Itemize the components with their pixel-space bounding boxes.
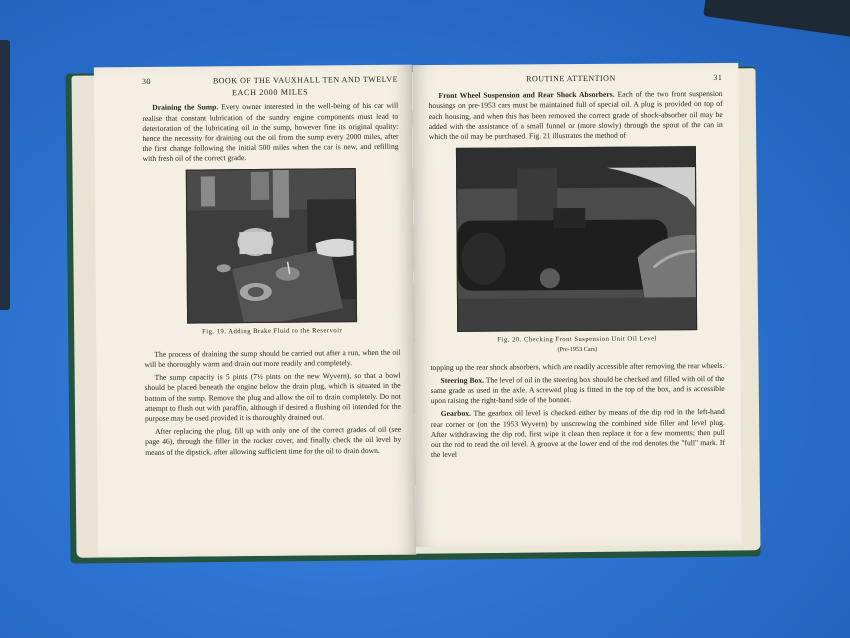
paragraph-replacing-plug: After replacing the plug, fill up with only one of the correct grades of oil (see page 46), through the filler in the rocker cover, and finally check the oil level by means of the dipstick, after allowing sufficient time for the oil to drain down. (145, 424, 402, 457)
right-figure-caption-subtitle: (Pre-1953 Cars) (557, 346, 598, 354)
paragraph-heading: Draining the Sump. (152, 102, 219, 113)
left-page (94, 65, 416, 558)
right-page-number: 31 (713, 72, 723, 83)
paragraph-steering-box (430, 374, 724, 407)
left-running-head (142, 75, 398, 87)
left-figure-caption: Fig. 19. Adding Brake Fluid to the Reservoir (202, 326, 343, 336)
paragraph-gearbox (431, 407, 725, 460)
section-title: EACH 2000 MILES (231, 87, 309, 98)
left-running-head-text: BOOK OF THE VAUXHALL TEN AND TWELVE (212, 74, 399, 86)
right-running-head-text: ROUTINE ATTENTION (526, 73, 616, 84)
right-running-head (428, 73, 722, 85)
photo-front-suspension-unit (456, 146, 697, 332)
paragraph-process: The process of draining the sump should be carried out after a run, when the oil will be thoroughly warm and drain out more readily and completely. (144, 347, 401, 369)
paragraph-text: Every owner interested in the well-being of his car will realise that constant lubrication of the sundry engine components must lead to deterioration of the lubricating oil in the sump, however fine its original quality: hence the necessity for draining out the oil from the sump every 2000 miles, after the first change following the initial 500 miles when the car is new, and refilling with fresh oil of the correct grade. (142, 101, 399, 164)
paragraph-text: The gearbox oil level is checked either by means of the dip rod in the left-hand rear corner or (on the 1953 Wyvern) by unscrewing the combined side filler and level plug. After withdrawing the dip rod, first wipe it clean then replace it for a few moments; then pull out the rod to read the oil level. A groove at the lower end of the rod denotes the "full" mark. If the level (430, 407, 725, 460)
right-figure-caption: Fig. 20. Checking Front Suspension Unit Oil Level (497, 335, 658, 344)
photo-illustration (457, 147, 696, 331)
dark-object-left-edge (0, 40, 10, 310)
photo-illustration (187, 169, 356, 322)
paragraph-heading: Steering Box. (440, 375, 485, 385)
photo-brake-fluid-reservoir (186, 168, 357, 323)
paragraph-text: The level of oil in the steering box should be checked and filled with oil of the same grade as used in the axle. A screwed plug is fitted in the top of the box, and is accessible upon raising the right-hand side of the bonnet. (430, 373, 725, 406)
left-page-number: 30 (141, 76, 152, 86)
paragraph-front-suspension (429, 89, 723, 142)
paragraph-sump-capacity: The sump capacity is 5 pints (7½ pints on the new Wyvern), so that a bowl should be placed beneath the engine below the drain plug, which is situated in the bottom of the sump. Remove the plug and allow the oil to drain completely. Do not attempt to flush out with paraffin, although if desired a flushing oil intended for the purpose may be used provided it is thoroughly drained out. (144, 370, 401, 424)
paragraph-topping-up: topping up the rear shock absorbers, which are readily accessible after removing the rear wheels. (430, 360, 725, 372)
paragraph-heading: Gearbox. (440, 409, 471, 419)
paragraph-heading: Front Wheel Suspension and Rear Shock Absorbers. (438, 89, 615, 101)
paragraph-draining-sump (142, 101, 399, 164)
paragraph-text: Each of the two front suspension housings on pre-1953 cars must be maintained full of special oil. A plug is provided on top of each housing, and when this has been removed the correct grade of shock-absorber oil may be added with the assistance of a small funnel or (more slowly) through the spout of the can in which the oil may be purchased. Fig. 21 illustrates the method of (428, 89, 723, 142)
right-page (412, 63, 741, 547)
